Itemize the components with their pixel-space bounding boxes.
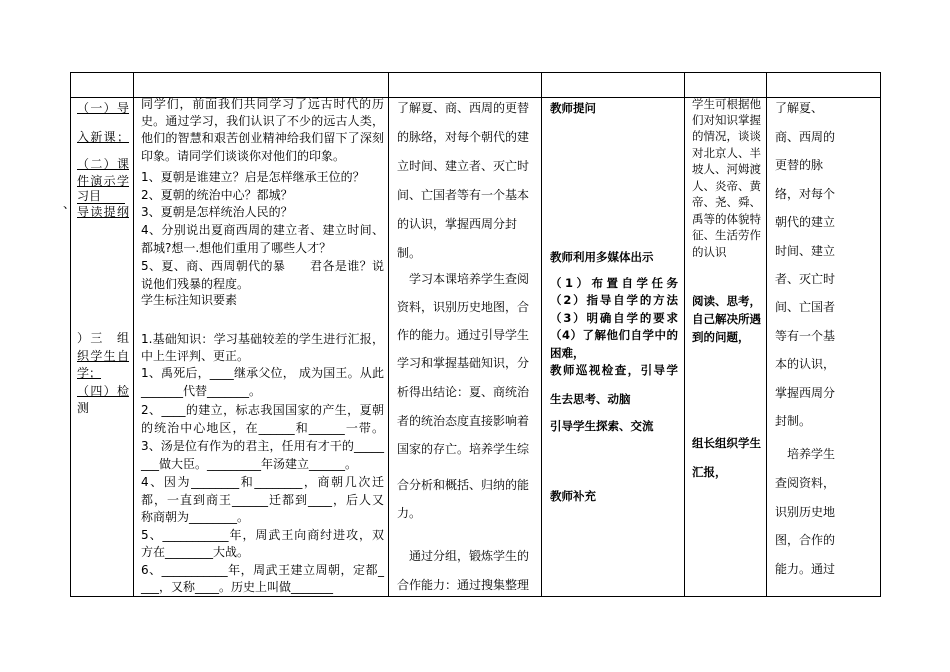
student-activity-line: 的情况，谈谈 (692, 129, 761, 143)
intent-line: 更替的脉 (775, 158, 824, 172)
content-line: 印象。请同学们谈谈你对他们的印象。 (141, 149, 346, 163)
student-activity-line: 学生可根据他 (692, 97, 761, 111)
content-line: 史。通过学习，我们认识了不少的远古人类， (141, 114, 384, 128)
content-line: 1.基础知识：学习基础较差的学生进行汇报， (141, 332, 384, 346)
goal-line: 析得出结论：夏、商统治 (397, 385, 530, 399)
content-line: 3、夏朝是怎样统治人民的？ (141, 205, 293, 219)
goal-line: 者的统治态度直接影响着 (397, 414, 530, 428)
content-line: 说他们残暴的程度。 (141, 277, 250, 291)
content-line: 都城?想一.想他们重用了哪些人才？ (141, 241, 332, 255)
content-line: 中上生评判、更正。 (141, 349, 250, 363)
student-activity-line: 禹等的体貌特 (692, 212, 761, 226)
column-divider (684, 72, 685, 597)
teacher-activity-line: 教师利用多媒体出示 (550, 250, 654, 264)
goal-line: 了解夏、商、西周的更替 (397, 101, 530, 115)
column-divider (766, 72, 767, 597)
content-line: ___，又称____。历史上叫做_______ (141, 580, 334, 594)
content-line: 同学们，前面我们共同学习了远古时代的历 (141, 97, 384, 111)
intent-line: 掌握西周分 (775, 386, 836, 400)
content-line: 4、分别说出夏商西周的建立者、建立时间、 (141, 223, 384, 237)
content-line: 方在________大战。 (141, 545, 250, 559)
goal-line: 合分析和概括、归纳的能 (397, 478, 530, 492)
goal-line: 力。 (397, 506, 422, 520)
content-line: 都，一直到商王______迁都到____，后人又 (141, 493, 384, 507)
intent-line: 朝代的建立 (775, 215, 836, 229)
goal-line: 学习和掌握基础知识，分 (397, 356, 530, 370)
intent-line: 者、灭亡时 (775, 272, 836, 286)
column-divider (388, 72, 389, 597)
goal-line: 学习本课培养学生查阅 (409, 272, 530, 286)
step-line: 织学生自 (77, 349, 129, 363)
content-line: 学生标注知识要素 (141, 293, 238, 307)
step-line: 学； (77, 366, 102, 380)
goal-line: 制。 (397, 246, 422, 260)
step-line: （四）检 (77, 384, 129, 398)
teacher-activity-line: 教师巡视检查，引导学 (550, 363, 678, 377)
content-line: 5、___________年，周武王向商纣进攻，双 (141, 528, 384, 542)
student-activity-line: 坡人、河姆渡 (692, 162, 761, 176)
student-activity-line: 对北京人、半 (692, 146, 761, 160)
student-activity-line: 汇报， (692, 465, 727, 479)
teacher-activity-line: 教师提问 (550, 101, 596, 115)
intent-line: 本的认识， (775, 357, 836, 371)
step-line: 测 (77, 401, 90, 415)
intent-line: 图，合作的 (775, 533, 836, 547)
content-line: 称商朝为________。 (141, 510, 250, 524)
intent-line: 封制。 (775, 414, 812, 428)
step-line: 件演示学 (77, 174, 129, 188)
content-line: 2、夏朝的统治中心？都城？ (141, 188, 293, 202)
intent-line: 识别历史地 (775, 505, 836, 519)
student-activity-line: 征、生活劳作 (692, 228, 761, 242)
teacher-activity-line: 教师补充 (550, 489, 596, 503)
content-line: 1、夏朝是谁建立？启是怎样继承王位的？ (141, 170, 365, 184)
goal-line: 通过分组，锻炼学生的 (409, 549, 530, 563)
intent-line: 络，对每个 (775, 187, 836, 201)
student-activity-line: 的认识 (692, 245, 727, 259)
intent-line: 了解夏、 (775, 101, 824, 115)
teacher-activity-line: 生去思考、动脑 (550, 392, 631, 406)
goal-line: 的认识，掌握西周分封 (397, 217, 518, 231)
intent-line: 时间、建立 (775, 244, 836, 258)
content-line: _______代替_______。 (141, 384, 262, 398)
student-activity-line: 阅读、思考， (692, 294, 761, 308)
goal-line: 的脉络，对每个朝代的建 (397, 130, 530, 144)
content-line: 3、汤是位有作为的君主，任用有才干的_____ (141, 439, 384, 453)
student-activity-line: 自己解决所遇 (692, 312, 761, 326)
teacher-activity-line: （1）布置自学任务 (550, 276, 678, 290)
student-activity-line: 们对知识掌握 (692, 113, 761, 127)
intent-line: 间、亡国者 (775, 300, 836, 314)
goal-line: 合作能力：通过搜集整理 (397, 578, 530, 592)
intent-line: 商、西周的 (775, 130, 836, 144)
teacher-activity-line: （2）指导自学的方法 (550, 293, 678, 307)
intent-line: 等有一个基 (775, 329, 836, 343)
student-activity-line: 到的问题， (692, 330, 750, 344)
content-line: 的统治中心地区，在______和______一带。 (141, 421, 384, 435)
step-line: （二）课 (77, 157, 129, 171)
stray-mark: 、 (63, 197, 76, 211)
teacher-activity-line: （4）了解他们自学中的 (550, 328, 678, 342)
student-activity-line: 人、炎帝、黄 (692, 179, 761, 193)
step-line: 习目 (77, 189, 125, 204)
teacher-activity-line: 引导学生探索、交流 (550, 419, 654, 433)
intent-line: 培养学生 (787, 447, 836, 461)
content-line: 5、夏、商、西周朝代的暴 君各是谁？说 (141, 259, 384, 273)
student-activity-line: 组长组织学生 (692, 436, 761, 450)
teacher-activity-line: 困难， (550, 346, 585, 360)
column-divider (133, 72, 134, 597)
intent-line: 查阅资料， (775, 476, 836, 490)
step-line: 导读提纲 (77, 205, 129, 219)
content-line: 1、禹死后，____继承父位， 成为国王。从此 (141, 366, 384, 380)
goal-line: 作的能力。通过引导学生 (397, 328, 530, 342)
content-line: 他们的智慧和艰苦创业精神给我们留下了深刻 (141, 131, 384, 145)
intent-line: 能力。通过 (775, 562, 836, 576)
content-line: 2、____的建立，标志我国国家的产生，夏朝 (141, 403, 384, 417)
goal-line: 国家的存亡。培养学生综 (397, 442, 530, 456)
goal-line: 资料，识别历史地图，合 (397, 300, 530, 314)
content-line: 4、因为________和________，商朝几次迁 (141, 475, 384, 489)
content-line: ___做大臣。_________年汤建立______。 (141, 457, 358, 471)
step-line: （一）导 (77, 101, 129, 115)
content-line: 6、___________年，周武王建立周朝，定都_ (141, 563, 384, 577)
student-activity-line: 帝、尧、舜、 (692, 195, 761, 209)
column-divider (541, 72, 542, 597)
goal-line: 立时间、建立者、灭亡时 (397, 159, 530, 173)
goal-line: 间、亡国者等有一个基本 (397, 188, 530, 202)
step-line: ）三 组 (77, 331, 129, 345)
step-line: 入新课； (77, 130, 129, 144)
teacher-activity-line: （3）明确自学的要求 (550, 311, 678, 325)
